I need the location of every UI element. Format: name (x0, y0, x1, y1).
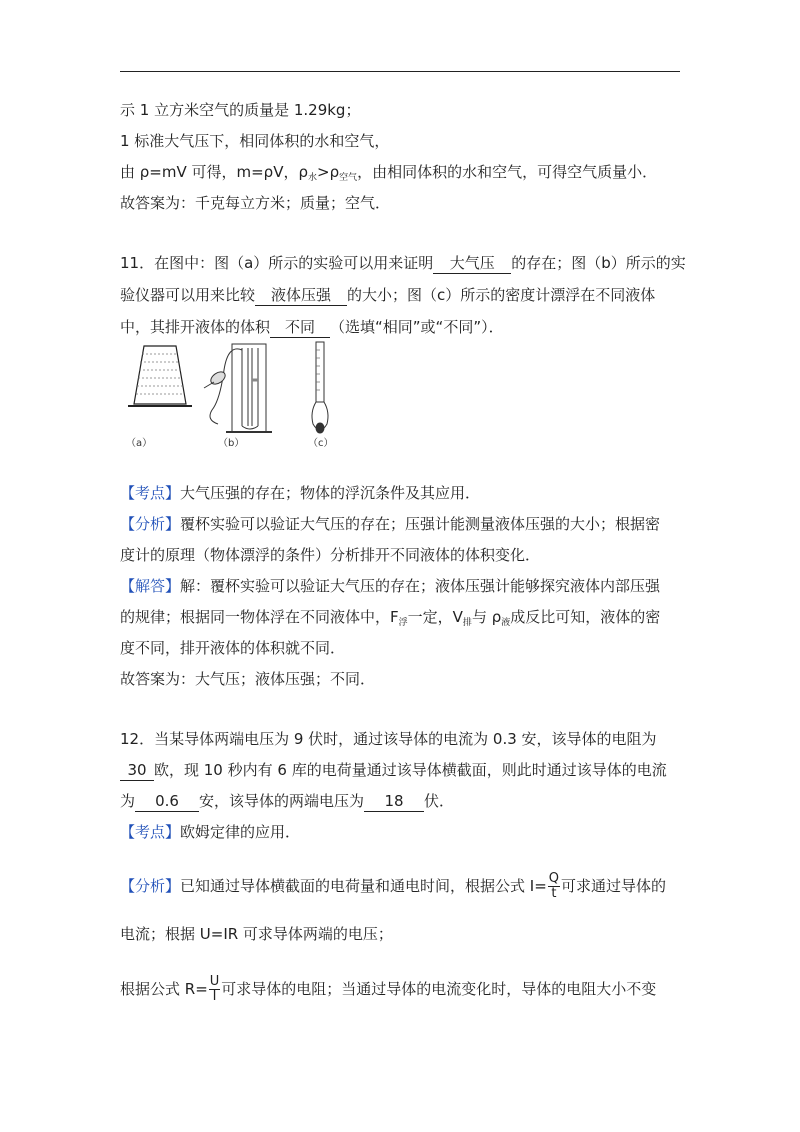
jieda-line: 的规律；根据同一物体浮在不同液体中，$F_浮$一定，$V_排$与 $\rho_液$成反比可知，液体的密 (120, 608, 661, 628)
kaodian-line: 【考点】大气压强的存在；物体的浮沉条件及其应用． (120, 484, 481, 502)
fenxi-line: 根据公式 R= $\frac{U}{I}$ 可求导体的电阻；当通过导体的电流变化时，导体的电阻大小不变 (120, 974, 657, 1004)
experiment-figures (120, 340, 350, 460)
blank-answer: 大气压 (433, 253, 511, 274)
blank-answer: 液体压强 (255, 285, 347, 306)
question-12-line-2: 30 欧，现 10 秒内有 6 库的电荷量通过该导体横截面，则此时通过该导体的电流 (120, 760, 667, 781)
formula-fraction: $\frac{U}{I}$ (209, 974, 220, 1004)
question-11-line-2: 验仪器可以用来比较 液体压强 的大小；图（c）所示的密度计漂浮在不同液体 (120, 286, 656, 304)
fenxi-line: 【分析】已知通过导体横截面的电荷量和通电时间，根据公式 I= $\frac{Q}{t}$ 可求通过导体的 (120, 871, 667, 901)
header-rule (120, 71, 680, 72)
text-line: 1 标准大气压下，相同体积的水和空气， (120, 132, 390, 150)
question-12-line-3: 为 0.6 安，该导体的两端电压为 18 伏． (120, 792, 455, 810)
blank-answer: 30 (120, 760, 154, 781)
question-12-line-1: 12．当某导体两端电压为 9 伏时，通过该导体的电流为 0.3 安，该导体的电阻为 (120, 730, 657, 748)
answer-line: 故答案为：大气压；液体压强；不同． (120, 670, 376, 688)
fenxi-line: 【分析】覆杯实验可以验证大气压的存在；压强计能测量液体压强的大小；根据密 (120, 515, 661, 533)
cup-experiment-figure (128, 346, 192, 406)
figure-caption: （b） (218, 438, 245, 449)
hydrometer-figure (312, 342, 328, 433)
figure-caption: （a） (126, 438, 153, 449)
question-11-line-1: 11．在图中：图（a）所示的实验可以用来证明 大气压 的存在；图（b）所示的实 (120, 254, 686, 272)
answer-line: 故答案为：千克每立方米；质量；空气． (120, 194, 391, 212)
blank-answer: 0.6 (135, 791, 199, 812)
figure-caption: （c） (308, 438, 334, 449)
formula-fraction: $\frac{Q}{t}$ (548, 871, 560, 901)
question-11-line-3: 中，其排开液体的体积 不同 （选填“相同”或“不同”）． (120, 318, 504, 336)
kaodian-line: 【考点】欧姆定律的应用． (120, 823, 301, 841)
jieda-line: 【解答】解：覆杯实验可以验证大气压的存在；液体压强计能够探究液体内部压强 (120, 577, 661, 595)
pressure-gauge-figure (204, 344, 272, 432)
fenxi-line: 度计的原理（物体漂浮的条件）分析排开不同液体的体积变化． (120, 546, 541, 564)
fenxi-line: 电流；根据 U=IR 可求导体两端的电压； (120, 925, 393, 943)
blank-answer: 不同 (270, 317, 330, 338)
text-line: 由 ρ=mV 可得，m=ρV，$\rho_水>\rho_{空气}$，由相同体积的水和空气，可得空气质量小． (120, 163, 658, 183)
jieda-line: 度不同，排开液体的体积就不同． (120, 639, 346, 657)
text-line: 示 1 立方米空气的质量是 1.29kg； (120, 101, 361, 119)
blank-answer: 18 (364, 791, 424, 812)
